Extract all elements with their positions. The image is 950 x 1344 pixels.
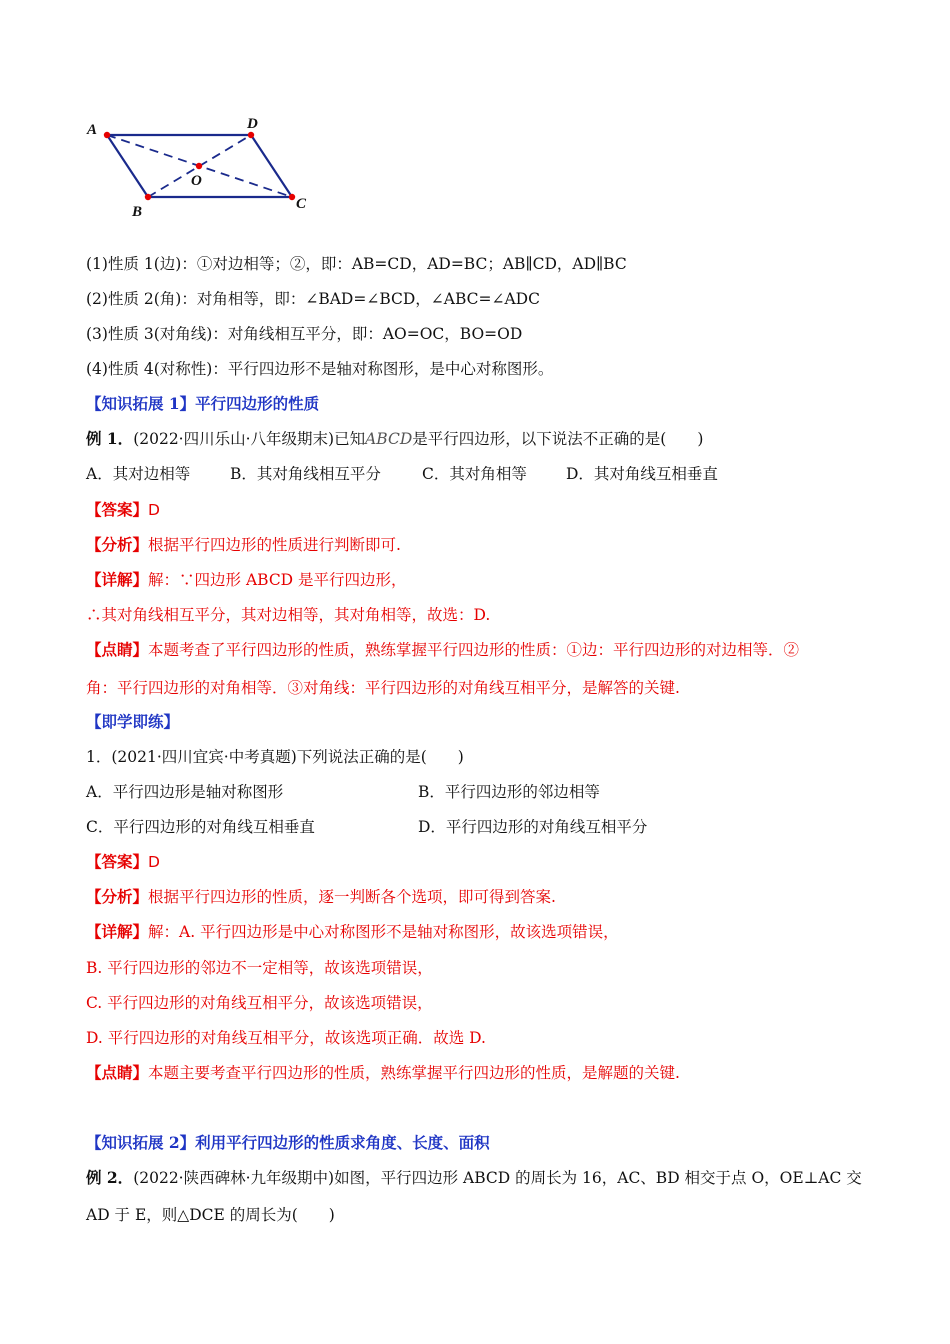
property-2: (2)性质 2(角)：对角相等，即：∠BAD=∠BCD，∠ABC=∠ADC — [86, 290, 540, 308]
example-2-label: 例 2． — [86, 1168, 134, 1187]
vertices — [104, 132, 295, 200]
point-a — [104, 132, 110, 138]
example-1-option-a: A．其对边相等 — [86, 465, 191, 483]
analysis-tag: 【分析】 — [86, 887, 149, 906]
example-1-option-b: B．其对角线相互平分 — [230, 465, 381, 483]
property-3: (3)性质 3(对角线)：对角线相互平分，即：AO=OC，BO=OD — [86, 325, 523, 343]
practice-answer — [86, 850, 160, 872]
practice-detail-3: C. 平行四边形的对角线互相平分，故该选项错误， — [86, 994, 433, 1012]
practice-heading: 【即学即练】 — [86, 712, 180, 731]
example-1-comment-2: 角：平行四边形的对角相等．③对角线：平行四边形的对角线互相平分，是解答的关键. — [86, 679, 680, 697]
parallelogram-figure — [80, 110, 340, 230]
example-2-line-2: AD 于 E，则△DCE 的周长为( ) — [86, 1206, 335, 1224]
analysis-tag: 【分析】 — [86, 535, 149, 554]
practice-analysis — [86, 885, 556, 907]
detail-text-1: 解：∵四边形 ABCD 是平行四边形， — [148, 571, 407, 589]
practice-option-c: C．平行四边形的对角线互相垂直 — [86, 818, 315, 836]
practice-question: 1．(2021·四川宜宾·中考真题)下列说法正确的是( ) — [86, 748, 464, 766]
answer-tag: 【答案】 — [86, 852, 149, 871]
property-4: (4)性质 4(对称性)：平行四边形不是轴对称图形，是中心对称图形。 — [86, 360, 554, 378]
example-1-detail-2: ∴其对角线相互平分，其对边相等，其对角相等，故选：D. — [86, 606, 491, 624]
example-1-analysis — [86, 533, 401, 555]
analysis-text: 根据平行四边形的性质进行判断即可. — [148, 536, 401, 554]
label-b: B — [132, 204, 143, 220]
answer-value: D — [148, 853, 160, 871]
example-1-option-d: D．其对角线互相垂直 — [566, 465, 718, 483]
example-1-detail-1 — [86, 568, 407, 590]
label-o: O — [191, 173, 202, 189]
example-1-answer — [86, 498, 160, 520]
practice-detail-4: D. 平行四边形的对角线互相平分，故该选项正确．故选 D. — [86, 1029, 486, 1047]
ext2-heading: 【知识拓展 2】利用平行四边形的性质求角度、长度、面积 — [86, 1133, 490, 1152]
answer-tag: 【答案】 — [86, 500, 149, 519]
detail-text-1: 解：A. 平行四边形是中心对称图形不是轴对称图形，故该选项错误， — [148, 923, 619, 941]
property-1: (1)性质 1(边)：①对边相等；②，即：AB=CD，AD=BC；AB∥CD，AD∥BC — [86, 255, 627, 273]
comment-tag: 【点睛】 — [86, 1063, 149, 1082]
answer-value: D — [148, 501, 160, 519]
example-1-question — [86, 427, 703, 449]
example-1-tail: 是平行四边形，以下说法不正确的是( ) — [412, 430, 704, 448]
analysis-text: 根据平行四边形的性质，逐一判断各个选项，即可得到答案. — [148, 888, 556, 906]
practice-option-d: D．平行四边形的对角线互相平分 — [418, 818, 648, 836]
example-1-var: ABCD — [365, 430, 413, 448]
label-d: D — [247, 116, 258, 132]
point-b — [145, 194, 151, 200]
example-1-text: (2022·四川乐山·八年级期末)已知 — [133, 430, 366, 448]
comment-tag: 【点睛】 — [86, 640, 149, 659]
detail-tag: 【详解】 — [86, 922, 149, 941]
label-a: A — [87, 122, 98, 138]
example-2-text-1: (2022·陕西碑林·九年级期中)如图，平行四边形 ABCD 的周长为 16，AC、BD 相交于点 O，OE⊥AC 交 — [133, 1169, 862, 1187]
practice-comment — [86, 1061, 680, 1083]
ext1-heading: 【知识拓展 1】平行四边形的性质 — [86, 394, 320, 413]
point-o — [196, 163, 202, 169]
point-d — [248, 132, 254, 138]
practice-detail-2: B. 平行四边形的邻边不一定相等，故该选项错误， — [86, 959, 433, 977]
practice-detail-1 — [86, 920, 619, 942]
point-c — [289, 194, 295, 200]
example-1-option-c: C．其对角相等 — [422, 465, 527, 483]
example-1-label: 例 1． — [86, 429, 134, 448]
example-2-line-1 — [86, 1166, 862, 1188]
comment-text-1: 本题考查了平行四边形的性质，熟练掌握平行四边形的性质：①边：平行四边形的对边相等．② — [148, 641, 800, 659]
practice-option-a: A．平行四边形是轴对称图形 — [86, 783, 284, 801]
label-c: C — [296, 196, 307, 212]
practice-option-b: B．平行四边形的邻边相等 — [418, 783, 600, 801]
comment-text: 本题主要考查平行四边形的性质，熟练掌握平行四边形的性质，是解题的关键. — [148, 1064, 680, 1082]
detail-tag: 【详解】 — [86, 570, 149, 589]
example-1-comment-1 — [86, 638, 799, 660]
